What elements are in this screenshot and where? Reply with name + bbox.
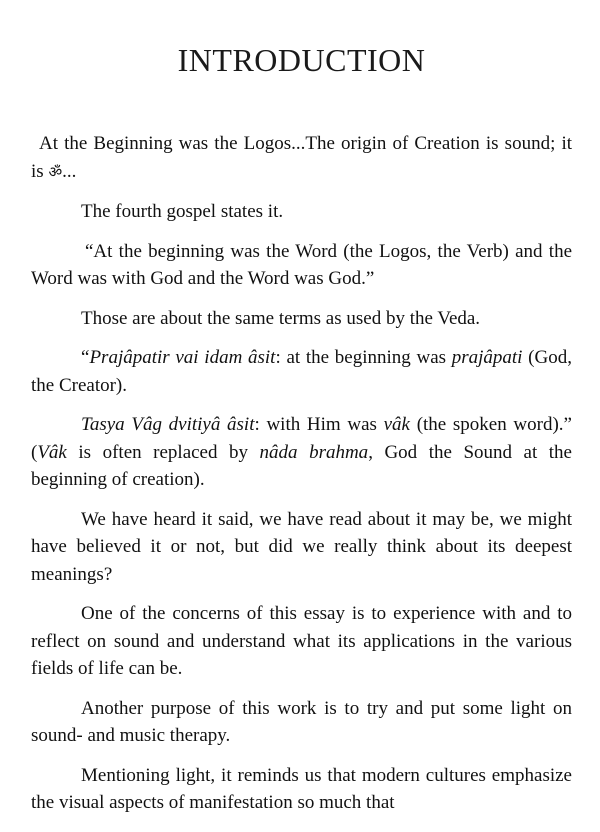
paragraph-5-text-1: : at the beginning was — [275, 347, 452, 368]
paragraph-1-ellipsis: ... — [62, 160, 77, 182]
sanskrit-word-vak: vâk — [383, 414, 410, 435]
paragraph-6-text-1: : with Him was — [254, 414, 384, 435]
sanskrit-word-prajapati: prajâpati — [451, 347, 523, 368]
paragraph-6-text-3: is often replaced by — [66, 441, 260, 463]
paragraph-5-quote: “ — [81, 347, 90, 368]
paragraph-6 — [31, 411, 572, 494]
paragraph-3 — [31, 238, 572, 293]
paragraph-2 — [31, 198, 572, 226]
paragraph-3-text: “At the beginning was the Word (the Logos, the Verb) and the Word was with God and the Word was God.” — [31, 240, 572, 289]
paragraph-7 — [31, 506, 572, 589]
paragraph-7-text: We have heard it said, we have read about it may be, we might have believed it or not, but did we really think about its deepest meanings? — [31, 508, 572, 585]
paragraph-9 — [31, 695, 572, 750]
paragraph-6-text-2: (the spoken word).” ( — [31, 414, 572, 463]
paragraph-5-text-2: (God, the Creator). — [31, 347, 572, 396]
om-symbol: ॐ — [48, 162, 63, 181]
paragraph-6-text-4: , God the Sound at the beginning of creation). — [31, 441, 572, 490]
paragraph-8-text: One of the concerns of this essay is to experience with and to reflect on sound and understand what its applications in the various fields of life can be. — [31, 603, 572, 679]
paragraph-5 — [31, 344, 572, 399]
page-title: INTRODUCTION — [177, 42, 426, 78]
paragraph-2-text: The fourth gospel states it. — [81, 201, 284, 222]
sanskrit-phrase-nada-brahma: nâda brahma — [259, 441, 369, 463]
paragraph-1 — [31, 130, 572, 186]
paragraph-10-text: Mentioning light, it reminds us that modern cultures emphasize the visual aspects of manifestation so much that — [31, 764, 572, 813]
paragraph-8 — [31, 600, 572, 683]
paragraph-9-text: Another purpose of this work is to try and put some light on sound- and music therapy. — [31, 697, 572, 746]
sanskrit-phrase-2: Tasya Vâg dvitiyâ âsit — [81, 414, 255, 435]
sanskrit-word-vak-2: Vâk — [37, 441, 67, 463]
paragraph-4-text: Those are about the same terms as used by the Veda. — [81, 307, 481, 329]
sanskrit-phrase-1: Prajâpatir vai idam âsit — [89, 347, 276, 368]
paragraph-4 — [31, 305, 572, 333]
paragraph-10 — [31, 762, 572, 817]
paragraph-1-text: At the Beginning was the Logos...The origin of Creation is sound; it is — [31, 133, 572, 182]
body-text — [31, 130, 572, 817]
